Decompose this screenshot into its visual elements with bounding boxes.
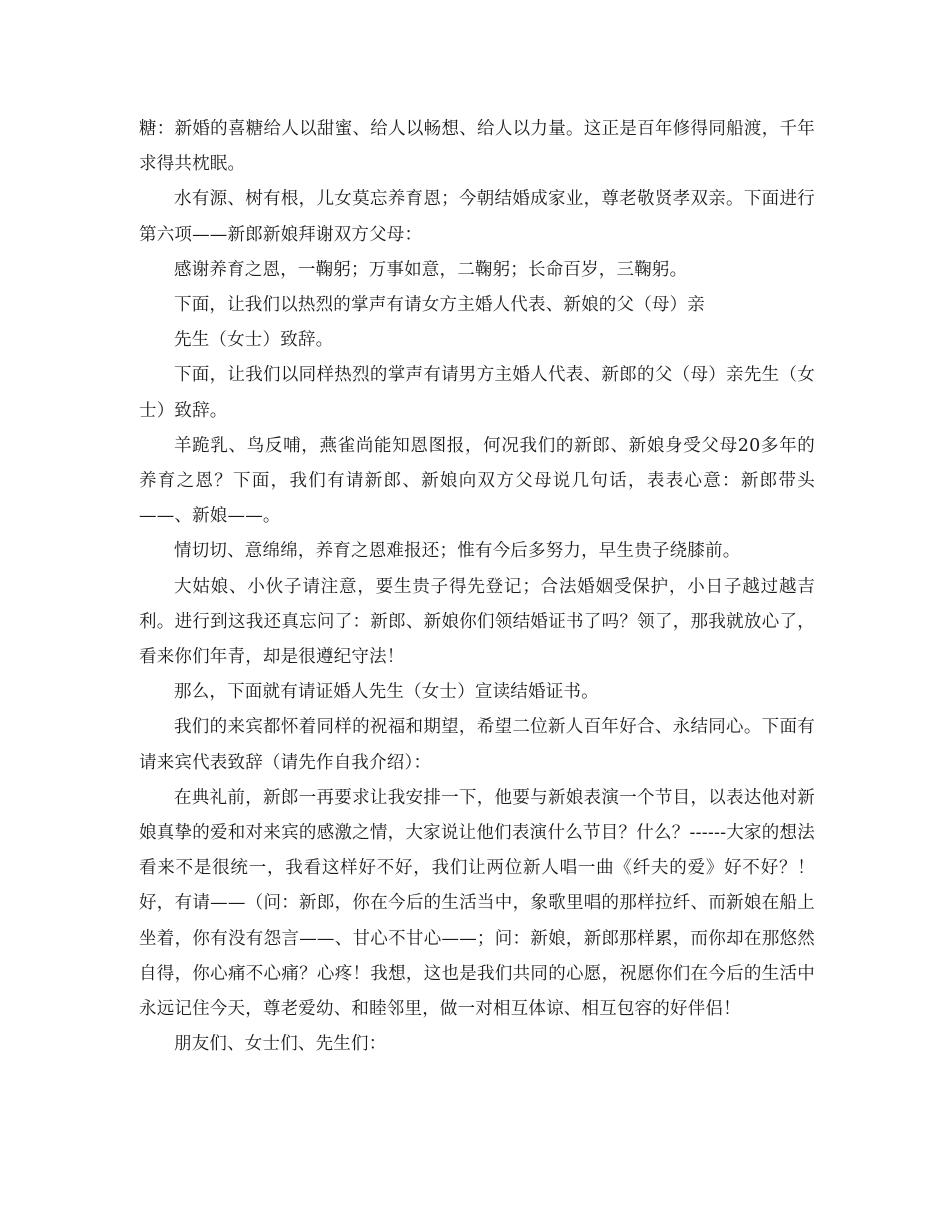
paragraph-8: 情切切、意绵绵，养育之恩难报还；惟有今后多努力，早生贵子绕膝前。	[174, 541, 741, 562]
paragraph-11: 我们的来宾都怀着同样的祝福和期望，希望二位新人百年好合、永结同心。下面有请来宾代表致辞（请先作自我介绍）：	[139, 717, 815, 773]
paragraph-2: 水有源、树有根，儿女莫忘养育恩；今朝结婚成家业，尊老敬贤孝双亲。下面进行第六项——新郎新娘拜谢双方父母：	[139, 189, 815, 245]
document-body	[139, 112, 815, 1062]
paragraph-4: 下面，让我们以热烈的掌声有请女方主婚人代表、新娘的父（母）亲	[174, 295, 705, 316]
paragraph-3: 感谢养育之恩，一鞠躬；万事如意，二鞠躬；长命百岁，三鞠躬。	[174, 259, 688, 280]
paragraph-12: 在典礼前，新郎一再要求让我安排一下，他要与新娘表演一个节目，以表达他对新娘真挚的爱和对来宾的感激之情，大家说让他们表演什么节目？什么？------大家的想法看来不是很统一，我看这样好不好，我们让两位新人唱一曲《纤夫的爱》好不好？！好，有请——（问：新郎，你在今后的生活当中，象歌里唱的那样拉纤、而新娘在船上坐着，你有没有怨言——、甘心不甘心——；问：新娘，新郎那样累，而你却在那悠然自得，你心痛不心痛？心疼！我想，这也是我们共同的心愿，祝愿你们在今后的生活中永远记住今天，尊老爱幼、和睦邻里，做一对相互体谅、相互包容的好伴侣！	[139, 787, 815, 1020]
paragraph-9: 大姑娘、小伙子请注意，要生贵子得先登记；合法婚姻受保护，小日子越过越吉利。进行到这我还真忘问了：新郎、新娘你们领结婚证书了吗？领了，那我就放心了，看来你们年青，却是很遵纪守法！	[139, 576, 815, 668]
paragraph-6: 下面，让我们以同样热烈的掌声有请男方主婚人代表、新郎的父（母）亲先生（女士）致辞。	[139, 365, 815, 421]
paragraph-7: 羊跪乳、鸟反哺，燕雀尚能知恩图报，何况我们的新郎、新娘身受父母20多年的养育之恩？下面，我们有请新郎、新娘向双方父母说几句话，表表心意：新郎带头——、新娘——。	[139, 435, 815, 527]
paragraph-1: 糖：新婚的喜糖给人以甜蜜、给人以畅想、给人以力量。这正是百年修得同船渡，千年求得共枕眠。	[139, 119, 815, 175]
paragraph-5: 先生（女士）致辞。	[174, 330, 334, 351]
paragraph-13: 朋友们、女士们、先生们：	[174, 1034, 387, 1055]
paragraph-10: 那么，下面就有请证婚人先生（女士）宣读结婚证书。	[174, 682, 599, 703]
